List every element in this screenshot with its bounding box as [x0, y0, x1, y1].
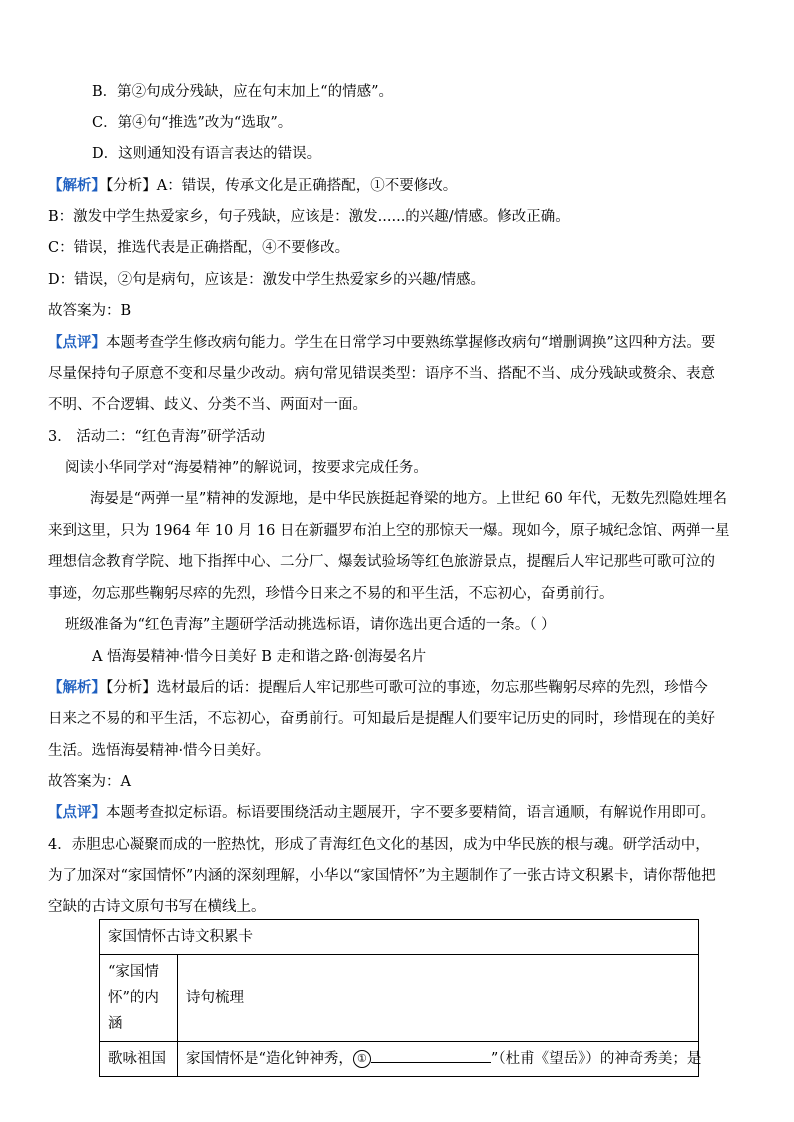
- blank-number: ①: [353, 1050, 371, 1068]
- text-line: [48, 270, 485, 290]
- text-line: [48, 803, 715, 823]
- text-line: [92, 113, 292, 133]
- line-text: 【分析】选材最后的话：提醒后人牢记那些可歌可泣的事迹，勿忘那些鞠躬尽瘁的先烈，珍惜今: [106, 680, 708, 696]
- col1-header: “家国情怀”的内涵: [100, 955, 178, 1042]
- text-line: [48, 238, 349, 258]
- line-text: 4．赤胆忠心凝聚而成的一腔热忱，形成了青海红色文化的基因，成为中华民族的根与魂。研学活动中，: [48, 837, 710, 853]
- line-text: B．第②句成分残缺，应在句末加上“的情感”。: [92, 84, 393, 100]
- line-text: 来到这里，只为 1964 年 10 月 16 日在新疆罗布泊上空的那惊天一爆。现如今，原子城纪念馆、两弹一星: [48, 523, 730, 539]
- line-text: 尽量保持句子原意不变和尽量少改动。病句常见错误类型：语序不当、搭配不当、成分残缺或赘余、表意: [48, 366, 715, 382]
- table-row: [100, 1042, 699, 1077]
- text-line: [48, 772, 131, 792]
- text-line: [48, 897, 266, 917]
- line-text: 3． 活动二：“红色青海”研学活动: [48, 429, 266, 445]
- text-line: [48, 521, 729, 541]
- text-line: [48, 207, 570, 227]
- row1-content: [178, 1042, 702, 1077]
- row1-suffix: ”（杜甫《望岳》）的神奇秀美；是: [490, 1051, 702, 1067]
- line-text: A 悟海晏精神·惜今日美好 B 走和谐之路·创海晏名片: [92, 649, 427, 665]
- section-tag: 【解析】: [48, 177, 106, 194]
- line-text: 【分析】A：错误，传承文化是正确搭配，①不要修改。: [106, 178, 458, 194]
- text-line: [48, 333, 715, 353]
- text-line: [48, 835, 710, 855]
- text-line: [92, 144, 321, 164]
- text-line: [48, 395, 367, 415]
- line-text: 本题考查拟定标语。标语要围绕活动主题展开，字不要多要精简，语言通顺，有解说作用即可。: [106, 805, 715, 821]
- text-line: [48, 552, 715, 572]
- table-title: 家国情怀古诗文积累卡: [100, 920, 699, 955]
- text-line: [92, 647, 426, 667]
- text-line: [48, 301, 131, 321]
- line-text: 事迹，勿忘那些鞠躬尽瘁的先烈，珍惜今日来之不易的和平生活，不忘初心，奋勇前行。: [48, 586, 614, 602]
- text-line: [92, 82, 393, 102]
- text-line: [48, 866, 716, 886]
- line-text: 空缺的古诗文原句书写在横线上。: [48, 899, 266, 915]
- line-text: C：错误，推选代表是正确搭配，④不要修改。: [48, 240, 350, 256]
- line-text: C．第④句“推选”改为“选取”。: [92, 115, 293, 131]
- table-title-row: [100, 920, 699, 955]
- row1-prefix: 家国情怀是“造化钟神秀，: [186, 1051, 353, 1067]
- line-text: 理想信念教育学院、地下指挥中心、二分厂、爆轰试验场等红色旅游景点，提醒后人牢记那些可歌可泣的: [48, 554, 715, 570]
- text-line: [48, 176, 457, 196]
- line-text: 班级准备为“红色青海”主题研学活动挑选标语，请你选出更合适的一条。（ ）: [65, 617, 556, 633]
- text-line: [65, 615, 556, 635]
- row1-label: 歌咏祖国: [100, 1042, 178, 1077]
- answer-blank[interactable]: [371, 1046, 491, 1063]
- line-text: 本题考查学生修改病句能力。学生在日常学习中要熟练掌握修改病句“增删调换”这四种方法。要: [106, 335, 716, 351]
- line-text: 生活。选悟海晏精神·惜今日美好。: [48, 743, 271, 759]
- text-line: [48, 741, 270, 761]
- text-line: [90, 489, 727, 509]
- line-text: B：激发中学生热爱家乡，句子残缺，应该是：激发......的兴趣/情感。修改正确。: [48, 209, 570, 225]
- line-text: 阅读小华同学对“海晏精神”的解说词，按要求完成任务。: [65, 460, 428, 476]
- line-text: 日来之不易的和平生活，不忘初心，奋勇前行。可知最后是提醒人们要牢记历史的同时，珍惜现在的美好: [48, 711, 715, 727]
- line-text: 不明、不合逻辑、歧义、分类不当、两面对一面。: [48, 397, 367, 413]
- line-text: D：错误，②句是病句，应该是：激发中学生热爱家乡的兴趣/情感。: [48, 272, 486, 288]
- line-text: 海晏是“两弹一星”精神的发源地，是中华民族挺起脊梁的地方。上世纪 60 年代，无数先烈隐姓埋名: [90, 491, 727, 507]
- section-tag: 【解析】: [48, 679, 106, 696]
- line-text: 故答案为：A: [48, 774, 131, 790]
- text-line: [65, 458, 428, 478]
- text-line: [48, 709, 715, 729]
- col2-header: 诗句梳理: [178, 955, 699, 1042]
- line-text: 为了加深对“家国情怀”内涵的深刻理解，小华以“家国情怀”为主题制作了一张古诗文积累卡，请你帮他把: [48, 868, 716, 884]
- table-header-row: [100, 955, 699, 1042]
- text-line: [48, 427, 265, 447]
- section-tag: 【点评】: [48, 804, 106, 821]
- text-line: [48, 364, 715, 384]
- line-text: 故答案为：B: [48, 303, 132, 319]
- text-line: [48, 584, 614, 604]
- poetry-card-table: [99, 919, 702, 1077]
- text-line: [48, 678, 708, 698]
- section-tag: 【点评】: [48, 334, 106, 351]
- line-text: D．这则通知没有语言表达的错误。: [92, 146, 322, 162]
